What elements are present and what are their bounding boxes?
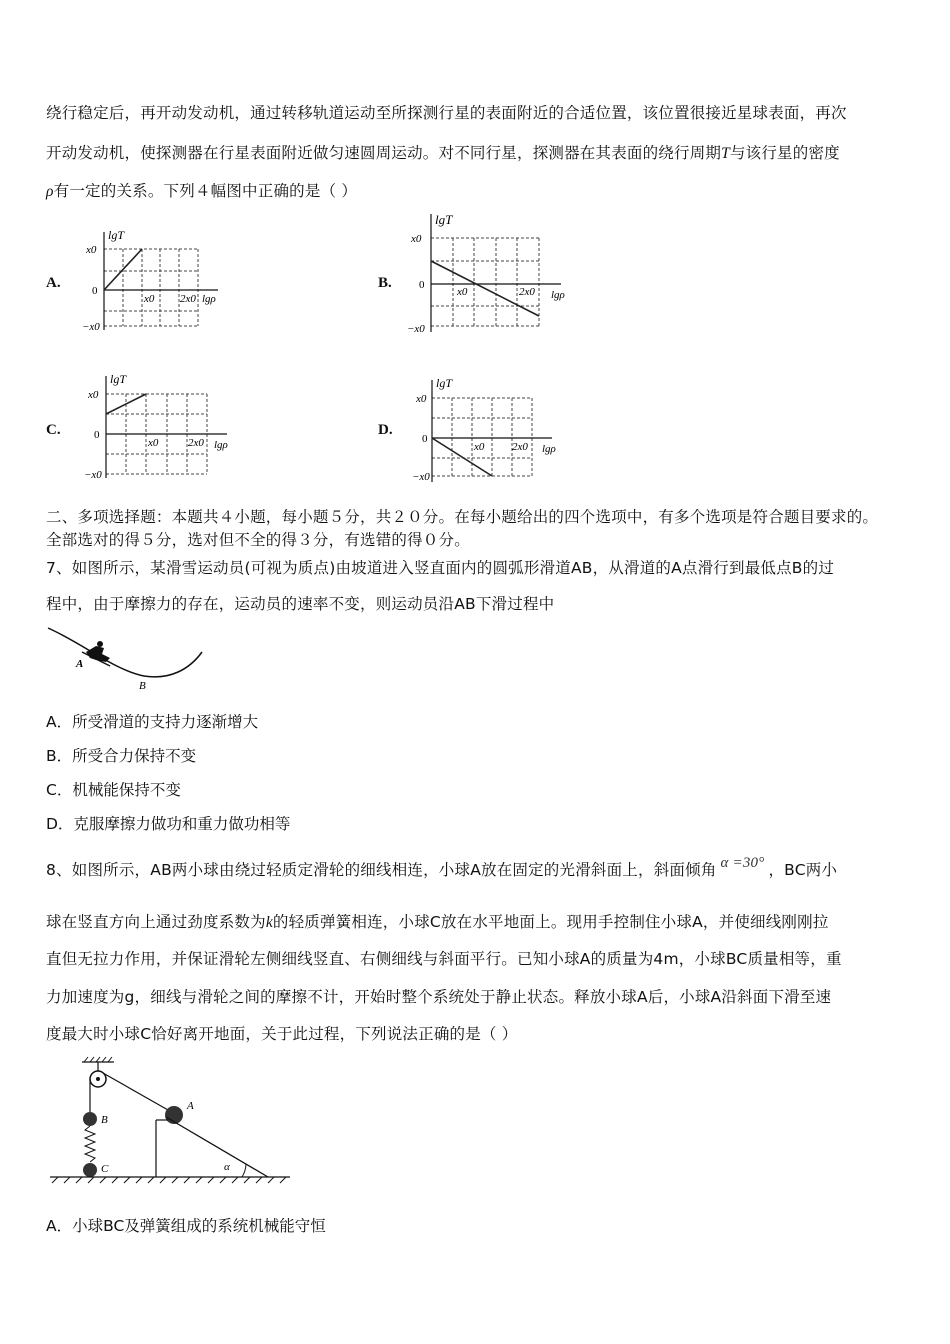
tick-x0: x0 [144, 293, 155, 305]
x-axis-label: lgρ [551, 289, 565, 301]
section2-line-2 [46, 528, 470, 550]
q7-option-d[interactable]: D．克服摩擦力做功和重力做功相等 [46, 815, 291, 833]
tick-x0: x0 [474, 441, 485, 453]
tick-neg-x0: −x0 [84, 469, 102, 481]
q8-text-2b: 的轻质弹簧相连，小球C放在水平地面上。现用手控制住小球A，并使细线刚刚拉 [272, 913, 829, 931]
tick-x0: x0 [148, 437, 159, 449]
q8-line-1 [46, 855, 838, 880]
q7-option-c[interactable]: C．机械能保持不变 [46, 781, 181, 799]
q7-point-b: B [139, 680, 146, 692]
section2-text-2: 全部选对的得５分，选对但不全的得３分，有选错的得０分。 [46, 531, 470, 549]
graph-label-d: D. [378, 422, 393, 438]
graph-c [82, 368, 247, 483]
origin: 0 [94, 429, 100, 441]
q8-text-1a: 8、如图所示，AB两小球由绕过轻质定滑轮的细线相连，小球A放在固定的光滑斜面上，斜面倾角 [46, 861, 717, 879]
symbol-rho: ρ [46, 183, 54, 200]
arc-track [48, 628, 202, 677]
grid [432, 398, 532, 476]
q8-angle: α =30° [720, 855, 765, 871]
q8-line-3 [46, 947, 842, 969]
q7-line-2 [46, 592, 554, 614]
ball-b [83, 1112, 97, 1126]
y-axis-label: lgT [435, 212, 453, 227]
q7-line-1 [46, 556, 834, 578]
q8-text-1b: ，BC两小 [768, 861, 838, 879]
tick-neg-x0: −x0 [407, 323, 425, 335]
graph-label-c: C. [46, 422, 61, 438]
tick-2x0: 2x0 [512, 441, 528, 453]
spring [85, 1126, 95, 1162]
ceiling-hatch [84, 1057, 112, 1062]
grid [431, 238, 539, 326]
section2-text-1: 二、多项选择题：本题共４小题，每小题５分，共２０分。在每小题给出的四个选项中，有多个选项是符合题目要求的。 [46, 508, 879, 526]
ground-hatch [52, 1177, 286, 1183]
incline-slope [166, 1117, 268, 1177]
label-a: A [187, 1100, 194, 1112]
tick-2x0: 2x0 [188, 437, 204, 449]
label-c: C [101, 1163, 109, 1175]
graph-label-b: B. [378, 275, 392, 291]
q8-line-2 [46, 910, 829, 932]
graph-b [405, 208, 580, 338]
y-axis-label: lgT [108, 228, 125, 242]
q8-line-5 [46, 1022, 517, 1044]
angle-arc [242, 1164, 246, 1177]
intro-text-3: 有一定的关系。下列４幅图中正确的是（ ） [53, 182, 358, 200]
intro-text-2b: 与该行星的密度 [729, 144, 840, 162]
intro-line-3 [46, 179, 357, 201]
q8-text-3: 直但无拉力作用，并保证滑轮左侧细线竖直、右侧细线与斜面平行。已知小球A的质量为4m，小球BC质量相等，重 [46, 950, 842, 968]
tick-x0: x0 [457, 286, 468, 298]
q8-text-4: 力加速度为g，细线与滑轮之间的摩擦不计，开始时整个系统处于静止状态。释放小球A后，小球A沿斜面下滑至速 [46, 988, 832, 1006]
q7-text-2: 程中，由于摩擦力的存在，运动员的速率不变，则运动员沿AB下滑过程中 [46, 595, 555, 613]
origin: 0 [422, 433, 428, 445]
tick-2x0: 2x0 [519, 286, 535, 298]
q8-line-4 [46, 985, 831, 1007]
y-axis-label: lgT [110, 372, 127, 386]
tick-neg-x0: −x0 [82, 321, 100, 333]
y-axis-label: lgT [436, 376, 453, 390]
q8-text-5: 度最大时小球C恰好离开地面，关于此过程，下列说法正确的是（ ） [46, 1025, 518, 1043]
q7-point-a: A [76, 658, 84, 670]
q7-option-a[interactable]: A．所受滑道的支持力逐渐增大 [46, 713, 259, 731]
q7-ski-slope-figure [44, 622, 209, 694]
intro-text-1: 绕行稳定后，再开动发动机，通过转移轨道运动至所探测行星的表面附近的合适位置，该位置很接近星球表面，再次 [46, 104, 847, 122]
q8-option-a[interactable]: A．小球BC及弹簧组成的系统机械能守恒 [46, 1217, 326, 1235]
tick-neg-x0: −x0 [412, 471, 430, 483]
x-axis-label: lgρ [214, 439, 228, 451]
intro-line-1 [46, 101, 847, 123]
tick-2x0: 2x0 [180, 293, 196, 305]
origin: 0 [92, 285, 98, 297]
symbol-T: T [721, 145, 730, 162]
q7-text-1: 7、如图所示，某滑雪运动员(可视为质点)由坡道进入竖直面内的圆弧形滑道AB，从滑道的A点滑行到最低点B的过 [46, 559, 835, 577]
tick-x0-y: x0 [416, 393, 427, 405]
graph-a [80, 222, 240, 337]
skier-icon [82, 641, 110, 666]
label-b: B [101, 1114, 108, 1126]
x-axis-label: lgρ [542, 443, 556, 455]
section2-line-1 [46, 505, 878, 527]
rope-right [103, 1073, 168, 1110]
q8-text-2a: 球在竖直方向上通过劲度系数为 [46, 913, 266, 931]
label-alpha: α [224, 1161, 230, 1173]
grid [104, 249, 198, 326]
q8-pulley-figure [46, 1052, 296, 1192]
x-axis-label: lgρ [202, 293, 216, 305]
tick-x0-y: x0 [86, 244, 97, 256]
tick-x0-y: x0 [411, 233, 422, 245]
q7-option-b[interactable]: B．所受合力保持不变 [46, 747, 197, 765]
ball-c [83, 1163, 97, 1177]
symbol-k: k [265, 914, 273, 931]
graph-d [412, 372, 572, 487]
tick-x0-y: x0 [88, 389, 99, 401]
intro-line-2 [46, 141, 840, 163]
graph-label-a: A. [46, 275, 61, 291]
intro-text-2a: 开动发动机，使探测器在行星表面附近做匀速圆周运动。对不同行星，探测器在其表面的绕行周期 [46, 144, 722, 162]
origin: 0 [419, 279, 425, 291]
